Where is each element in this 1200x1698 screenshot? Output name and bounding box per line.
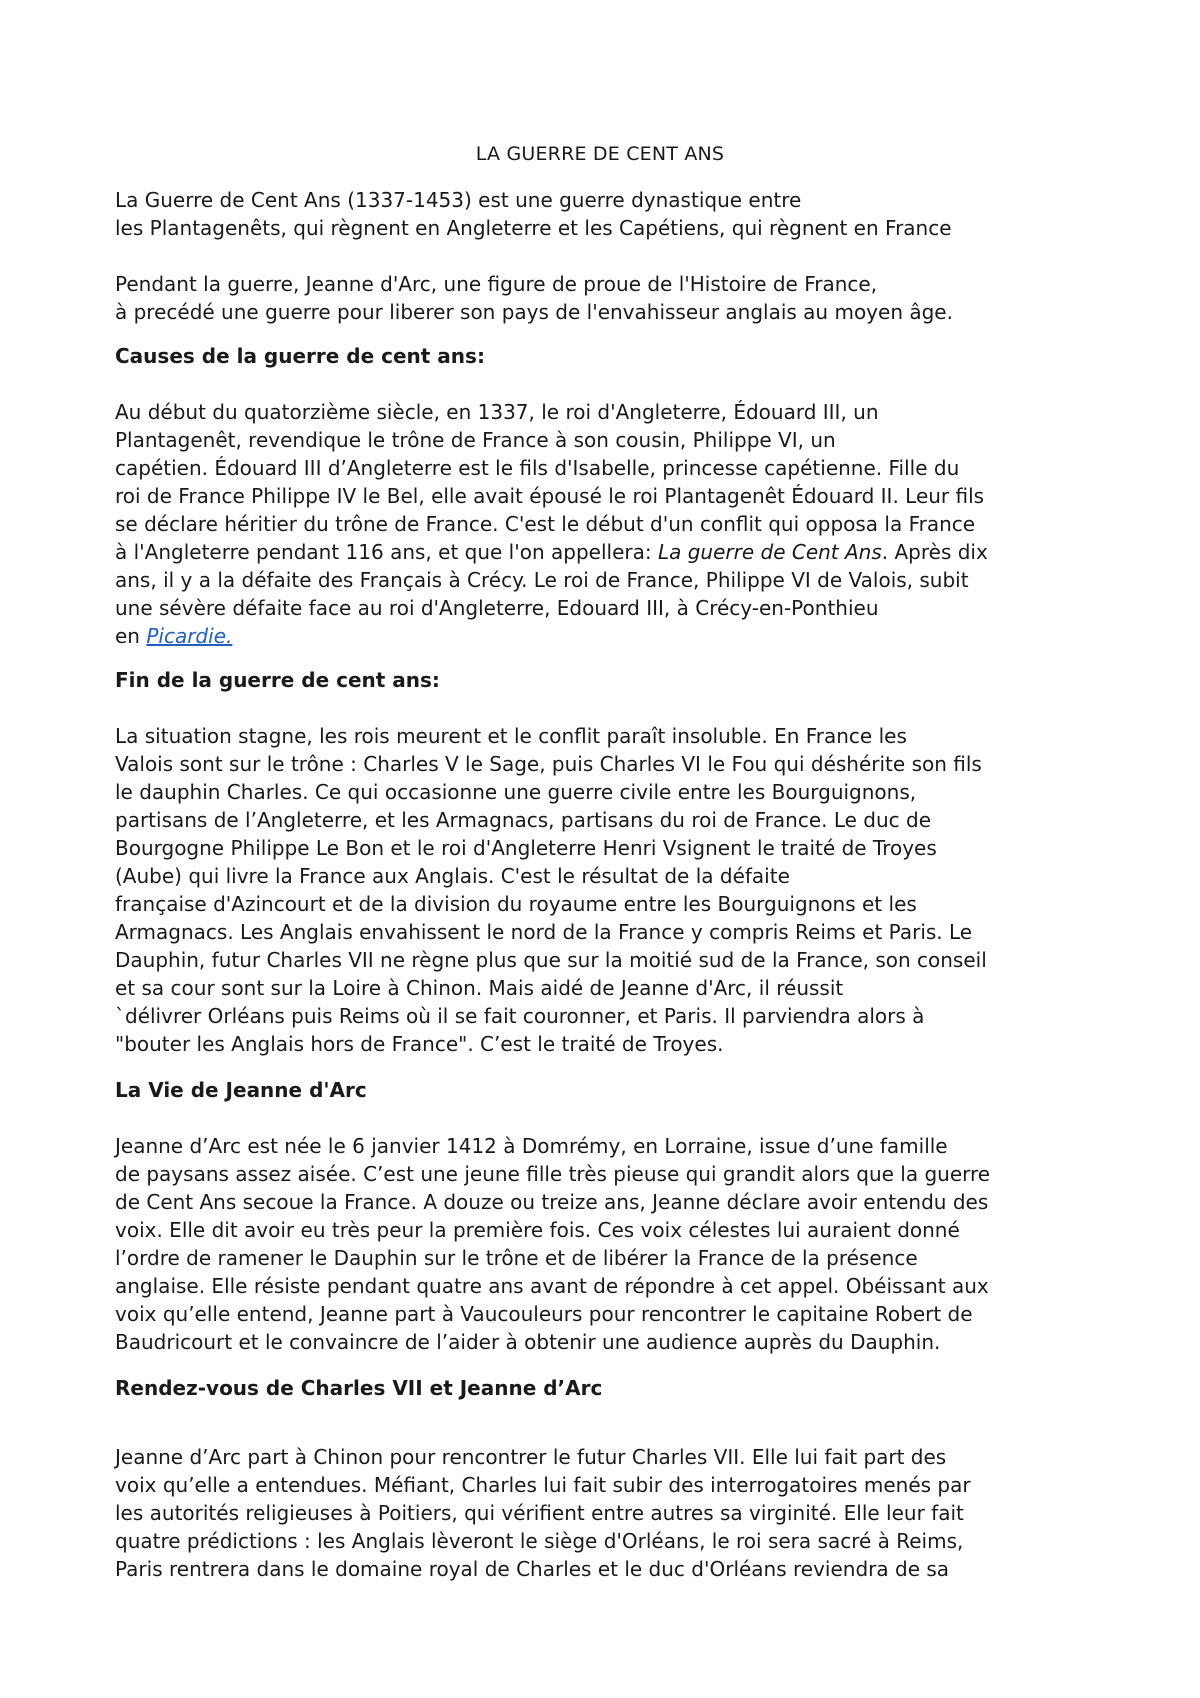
section-heading-causes: Causes de la guerre de cent ans: [115,344,485,368]
text-line: et sa cour sont sur la Loire à Chinon. Mais aidé de Jeanne d'Arc, il réussit [115,976,844,1000]
text-line: voix. Elle dit avoir eu très peur la première fois. Ces voix célestes lui auraient donné [115,1218,960,1242]
text-line: se déclare héritier du trône de France. C'est le début d'un conflit qui opposa la France [115,512,976,536]
text-line: Dauphin, futur Charles VII ne règne plus que sur la moitié sud de la France, son conseil [115,948,987,972]
text-line: de paysans assez aisée. C’est une jeune fille très pieuse qui grandit alors que la guerre [115,1162,991,1186]
intro-paragraph [115,186,1100,242]
text-line: capétien. Édouard III d’Angleterre est le fils d'Isabelle, princesse capétienne. Fille du [115,456,960,480]
picardie-link[interactable]: Picardie. [146,624,233,648]
text-line: voix qu’elle a entendues. Méfiant, Charles lui fait subir des interrogatoires menés par [115,1473,971,1497]
vie-paragraph [115,1132,1100,1356]
text-line: Valois sont sur le trône : Charles V le Sage, puis Charles VI le Fou qui déshérite son fils [115,752,982,776]
italic-phrase: La guerre de Cent Ans [657,540,882,564]
text-line: Au début du quatorzième siècle, en 1337, le roi d'Angleterre, Édouard III, un [115,400,879,424]
text-line: de Cent Ans secoue la France. A douze ou treize ans, Jeanne déclare avoir entendu des [115,1190,989,1214]
text-line: voix qu’elle entend, Jeanne part à Vaucouleurs pour rencontrer le capitaine Robert de [115,1302,973,1326]
section-heading-vie: La Vie de Jeanne d'Arc [115,1078,367,1102]
text-line: Pendant la guerre, Jeanne d'Arc, une figure de proue de l'Histoire de France, [115,272,878,296]
section-heading-rendez-vous: Rendez-vous de Charles VII et Jeanne d’Arc [115,1376,603,1400]
text-line: Baudricourt et le convaincre de l’aider à obtenir une audience auprès du Dauphin. [115,1330,941,1354]
text-line: Bourgogne Philippe Le Bon et le roi d'Angleterre Henri Vsignent le traité de Troyes [115,836,937,860]
text-line: partisans de l’Angleterre, et les Armagnacs, partisans du roi de France. Le duc de [115,808,932,832]
text-line: Jeanne d’Arc est née le 6 janvier 1412 à Domrémy, en Lorraine, issue d’une famille [115,1134,948,1158]
rendez-vous-paragraph [115,1443,1100,1583]
text-line [115,538,1100,566]
text-segment: . Après dix [881,540,988,564]
text-line: l’ordre de ramener le Dauphin sur le trône et de libérer la France de la présence [115,1246,918,1270]
text-segment: à l'Angleterre pendant 116 ans, et que l'on appellera: [115,540,658,564]
causes-paragraph [115,398,1100,650]
text-line: Plantagenêt, revendique le trône de France à son cousin, Philippe VI, un [115,428,836,452]
text-line: La Guerre de Cent Ans (1337-1453) est une guerre dynastique entre [115,188,802,212]
text-line: une sévère défaite face au roi d'Angleterre, Edouard III, à Crécy-en-Ponthieu [115,596,879,620]
text-line: `délivrer Orléans puis Reims où il se fait couronner, et Paris. Il parviendra alors à [115,1004,925,1028]
text-line: les Plantagenêts, qui règnent en Angleterre et les Capétiens, qui règnent en France [115,216,952,240]
text-segment: en [115,624,147,648]
text-line: Armagnacs. Les Anglais envahissent le nord de la France y compris Reims et Paris. Le [115,920,973,944]
text-line: roi de France Philippe IV le Bel, elle avait épousé le roi Plantagenêt Édouard II. Leur fils [115,484,985,508]
intro-paragraph-2 [115,270,1100,326]
text-line: anglaise. Elle résiste pendant quatre ans avant de répondre à cet appel. Obéissant aux [115,1274,989,1298]
text-line: La situation stagne, les rois meurent et le conflit paraît insoluble. En France les [115,724,907,748]
text-line: les autorités religieuses à Poitiers, qui vérifient entre autres sa virginité. Elle leur fait [115,1501,964,1525]
text-line: française d'Azincourt et de la division du royaume entre les Bourguignons et les [115,892,917,916]
text-line: à precédé une guerre pour liberer son pays de l'envahisseur anglais au moyen âge. [115,300,953,324]
text-line: Paris rentrera dans le domaine royal de Charles et le duc d'Orléans reviendra de sa [115,1557,950,1581]
text-line [115,622,1100,650]
section-heading-fin: Fin de la guerre de cent ans: [115,668,440,692]
text-line: le dauphin Charles. Ce qui occasionne une guerre civile entre les Bourguignons, [115,780,917,804]
document-title: LA GUERRE DE CENT ANS [475,143,725,165]
text-line: Jeanne d’Arc part à Chinon pour rencontrer le futur Charles VII. Elle lui fait part des [115,1445,947,1469]
fin-paragraph [115,722,1100,1058]
text-line: quatre prédictions : les Anglais lèveront le siège d'Orléans, le roi sera sacré à Reims, [115,1529,964,1553]
text-line: ans, il y a la défaite des Français à Crécy. Le roi de France, Philippe VI de Valois, subit [115,568,969,592]
text-line: "bouter les Anglais hors de France". C’est le traité de Troyes. [115,1032,724,1056]
text-line: (Aube) qui livre la France aux Anglais. C'est le résultat de la défaite [115,864,790,888]
